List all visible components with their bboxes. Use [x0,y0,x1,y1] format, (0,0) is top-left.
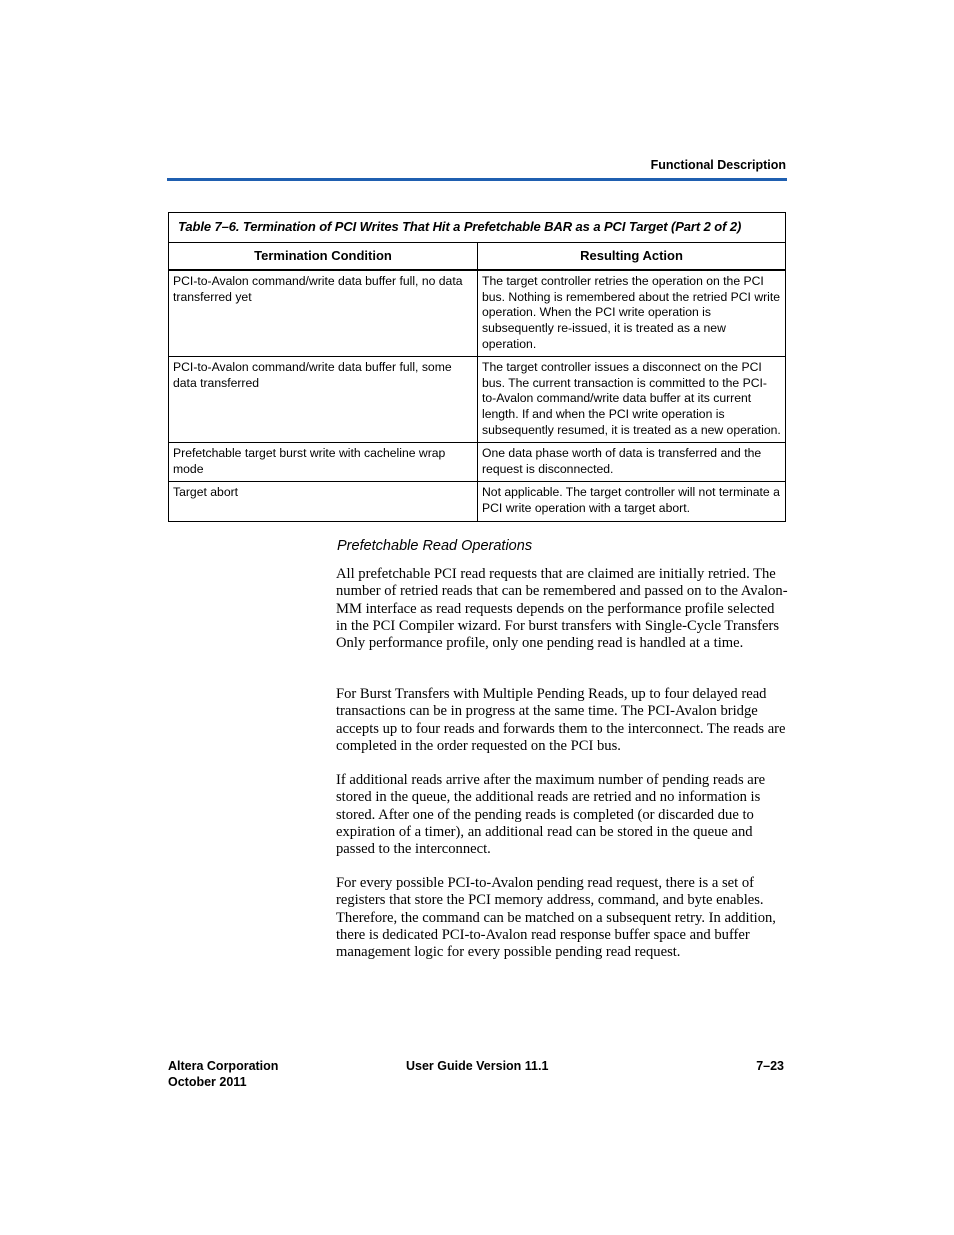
header-divider [167,178,787,181]
paragraph: For Burst Transfers with Multiple Pending Reads, up to four delayed read transactions can be in progress at the same time. The PCI-Avalon bridge accepts up to four reads and forwards them to the interconnect. The reads are completed in the order requested on the PCI bus. [336,686,786,754]
table-caption: Table 7–6. Termination of PCI Writes That Hit a Prefetchable BAR as a PCI Target (Part 2 of 2) [169,213,786,243]
running-header-title: Functional Description [650,158,786,172]
condition-cell: PCI-to-Avalon command/write data buffer full, no data transferred yet [169,270,478,356]
paragraph: For every possible PCI-to-Avalon pending read request, there is a set of registers that store the PCI memory address, command, and byte enables. Therefore, the command can be matched on a subsequent retry. In addition, there is dedicated PCI-to-Avalon read response buffer space and buffer management logic for every possible pending read request. [336,875,776,961]
action-cell: One data phase worth of data is transferred and the request is disconnected. [478,443,786,482]
table-header-row [169,242,786,270]
section-heading: Prefetchable Read Operations [337,538,533,554]
footer-company: Altera Corporation [168,1059,279,1073]
paragraph: All prefetchable PCI read requests that are claimed are initially retried. The number of retried reads that can be remembered and passed on to the Avalon-MM interface as read requests depends on the performance profile selected in the PCI Compiler wizard. For burst transfers with Single-Cycle Transfers Only performance profile, only one pending read is handled at a time. [336,566,788,652]
footer-guide-version: User Guide Version 11.1 [406,1059,549,1073]
table-caption-row [169,213,786,243]
footer-page-number: 7–23 [756,1059,784,1073]
paragraph: If additional reads arrive after the maximum number of pending reads are stored in the queue, the additional reads are retried and no information is stored. After one of the pending reads is completed (or discarded due to expiration of a timer), an additional read can be stored in the queue and passed to the interconnect. [336,772,766,858]
table-row [169,270,786,356]
action-cell: The target controller retries the operation on the PCI bus. Nothing is remembered about the retried PCI write operation. When the PCI write operation is subsequently re-issued, it is treated as a new operation. [478,270,786,356]
condition-cell: Target abort [169,482,478,521]
column-header-condition: Termination Condition [169,242,478,270]
condition-cell: PCI-to-Avalon command/write data buffer full, some data transferred [169,357,478,443]
table-row [169,482,786,521]
table-row [169,443,786,482]
condition-cell: Prefetchable target burst write with cacheline wrap mode [169,443,478,482]
column-header-action: Resulting Action [478,242,786,270]
table-row [169,357,786,443]
footer-date: October 2011 [168,1074,247,1089]
action-cell: Not applicable. The target controller will not terminate a PCI write operation with a target abort. [478,482,786,521]
footer-left [168,1059,278,1090]
termination-table [168,212,786,522]
action-cell: The target controller issues a disconnect on the PCI bus. The current transaction is committed to the PCI-to-Avalon command/write data buffer at its current length. If and when the PCI write operation is subsequently resumed, it is treated as a new operation. [478,357,786,443]
